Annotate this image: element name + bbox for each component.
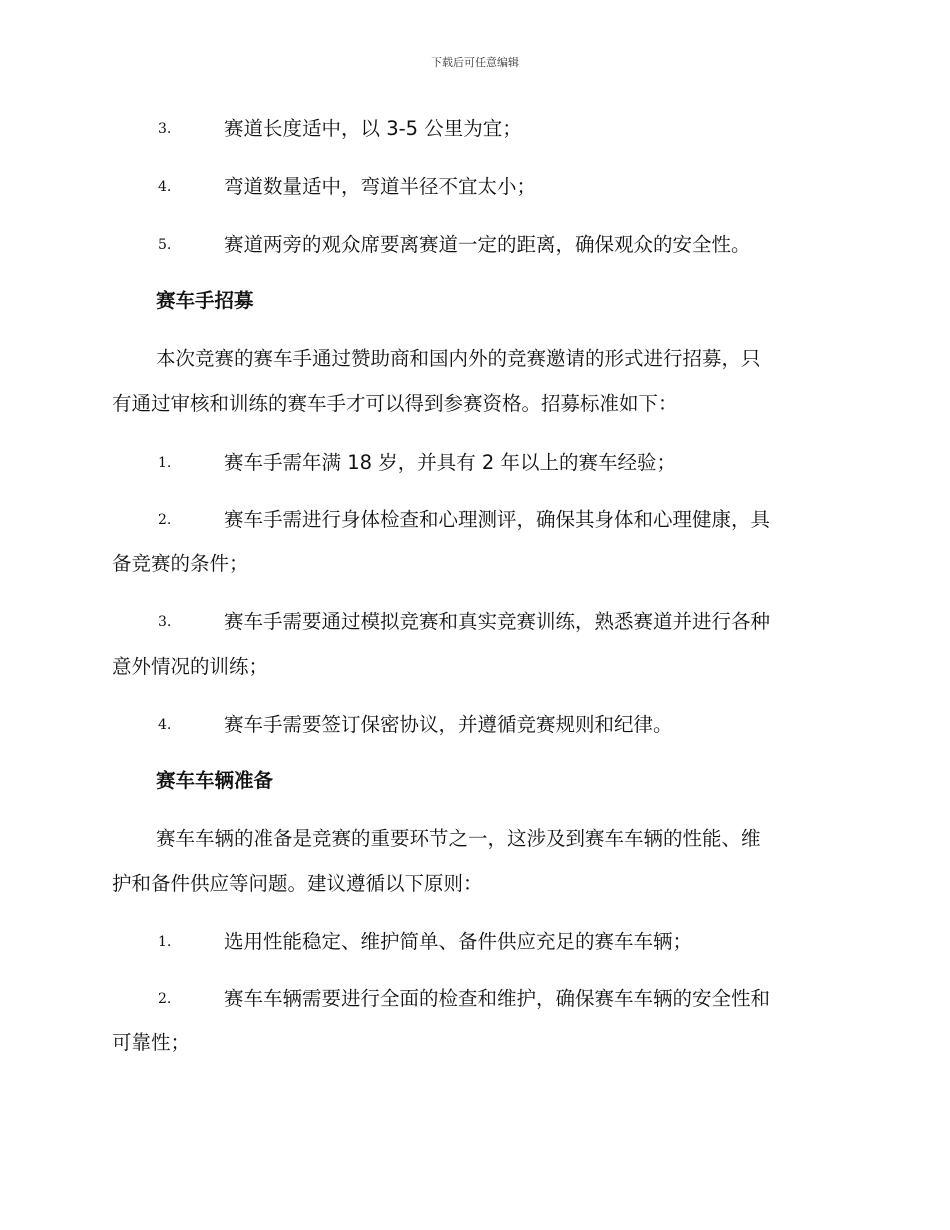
list-item-text: 赛车手需要通过模拟竞赛和真实竞赛训练，熟悉赛道并进行各种 bbox=[224, 610, 771, 633]
paragraph-line: 赛车车辆的准备是竞赛的重要环节之一，这涉及到赛车车辆的性能、维 bbox=[156, 827, 761, 850]
section-heading-driver-recruitment: 赛车手招募 bbox=[156, 289, 254, 312]
paragraph-line: 本次竞赛的赛车手通过赞助商和国内外的竞赛邀请的形式进行招募，只 bbox=[156, 347, 761, 370]
section-heading-vehicle-preparation: 赛车车辆准备 bbox=[156, 769, 274, 792]
list-item-continuation: 可靠性； bbox=[112, 1031, 191, 1054]
list-item-text: 赛车手需进行身体检查和心理测评，确保其身体和心理健康，具 bbox=[224, 508, 771, 531]
list-item-continuation: 意外情况的训练； bbox=[112, 655, 269, 678]
list-item-text: 弯道数量适中，弯道半径不宜太小； bbox=[224, 175, 537, 198]
list-item-text: 赛车车辆需要进行全面的检查和维护，确保赛车车辆的安全性和 bbox=[224, 987, 771, 1010]
header-note: 下载后可任意编辑 bbox=[431, 56, 519, 69]
list-number: 1. bbox=[158, 934, 172, 950]
list-number: 1. bbox=[158, 455, 172, 471]
list-number: 4. bbox=[158, 179, 172, 195]
paragraph-line: 护和备件供应等问题。建议遵循以下原则： bbox=[112, 872, 483, 895]
list-number: 4. bbox=[158, 717, 172, 733]
list-number: 3. bbox=[158, 121, 172, 137]
list-item-text: 赛道两旁的观众席要离赛道一定的距离，确保观众的安全性。 bbox=[224, 233, 751, 256]
list-item-continuation: 备竞赛的条件； bbox=[112, 552, 249, 575]
list-number: 2. bbox=[158, 512, 172, 528]
list-number: 3. bbox=[158, 614, 172, 630]
list-item-text: 赛车手需要签订保密协议，并遵循竞赛规则和纪律。 bbox=[224, 713, 673, 736]
list-item-text: 赛车手需年满 18 岁，并具有 2 年以上的赛车经验； bbox=[224, 451, 677, 474]
list-number: 2. bbox=[158, 991, 172, 1007]
paragraph-line: 有通过审核和训练的赛车手才可以得到参赛资格。招募标准如下： bbox=[112, 392, 678, 415]
list-item-text: 选用性能稳定、维护简单、备件供应充足的赛车车辆； bbox=[224, 930, 693, 953]
list-number: 5. bbox=[158, 237, 172, 253]
list-item-text: 赛道长度适中，以 3-5 公里为宜； bbox=[224, 117, 522, 140]
